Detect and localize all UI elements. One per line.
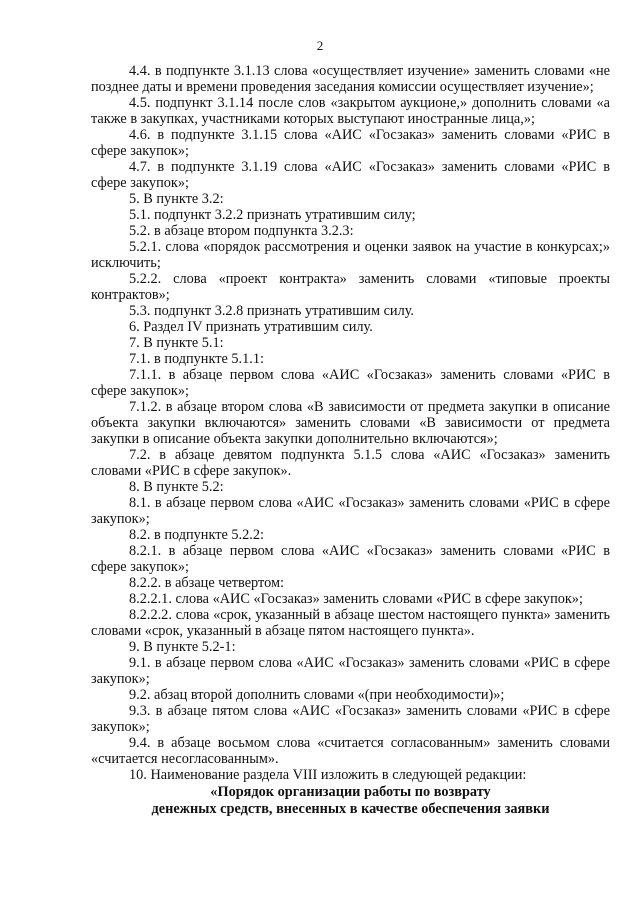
paragraph-7: 7. В пункте 5.1:: [129, 335, 224, 351]
paragraph-10: 10. Наименование раздела VIII изложить в следующей редакции:: [129, 767, 527, 783]
page-number: 2: [316, 38, 324, 53]
paragraph-4-7: 4.7. в подпункте 3.1.19 слова «АИС «Госзаказ» заменить словами «РИС в сфере закупок»;: [91, 159, 610, 191]
paragraph-5-1: 5.1. подпункт 3.2.2 признать утратившим силу;: [129, 207, 416, 223]
paragraph-9-2: 9.2. абзац второй дополнить словами «(при необходимости)»;: [129, 687, 505, 703]
paragraph-8-2-2: 8.2.2. в абзаце четвертом:: [129, 575, 284, 591]
paragraph-9-3: 9.3. в абзаце пятом слова «АИС «Госзаказ» заменить словами «РИС в сфере закупок»;: [91, 703, 610, 735]
paragraph-8-2: 8.2. в подпункте 5.2.2:: [129, 527, 264, 543]
paragraph-8: 8. В пункте 5.2:: [129, 479, 224, 495]
paragraph-8-1: 8.1. в абзаце первом слова «АИС «Госзаказ» заменить словами «РИС в сфере закупок»;: [91, 495, 610, 527]
paragraph-5: 5. В пункте 3.2:: [129, 191, 224, 207]
paragraph-8-2-2-1: 8.2.2.1. слова «АИС «Госзаказ» заменить словами «РИС в сфере закупок»;: [129, 591, 583, 607]
paragraph-5-2-2: 5.2.2. слова «проект контракта» заменить словами «типовые проекты контрактов»;: [91, 271, 610, 303]
paragraph-8-2-2-2: 8.2.2.2. слова «срок, указанный в абзаце шестом настоящего пункта» заменить словами «срок, указанный в абзаце пятом настоящего пункта».: [91, 607, 610, 639]
paragraph-9-4: 9.4. в абзаце восьмом слова «считается согласованным» заменить словами «считается несогласованным».: [91, 735, 610, 767]
paragraph-7-2: 7.2. в абзаце девятом подпункта 5.1.5 слова «АИС «Госзаказ» заменить словами «РИС в сфере закупок».: [91, 447, 610, 479]
paragraph-7-1-1: 7.1.1. в абзаце первом слова «АИС «Госзаказ» заменить словами «РИС в сфере закупок»;: [91, 367, 610, 399]
paragraph-5-2: 5.2. в абзаце втором подпункта 3.2.3:: [129, 223, 354, 239]
document-body: [91, 63, 610, 817]
paragraph-7-1: 7.1. в подпункте 5.1.1:: [129, 351, 264, 367]
paragraph-4-6: 4.6. в подпункте 3.1.15 слова «АИС «Госзаказ» заменить словами «РИС в сфере закупок»;: [91, 127, 610, 159]
paragraph-9: 9. В пункте 5.2-1:: [129, 639, 236, 655]
paragraph-4-5: 4.5. подпункт 3.1.14 после слов «закрытом аукционе,» дополнить словами «а также в закупках, участниками которых выступают иностранные лица,»;: [91, 95, 610, 127]
paragraph-5-2-1: 5.2.1. слова «порядок рассмотрения и оценки заявок на участие в конкурсах;» исключить;: [91, 239, 610, 271]
section-heading-line-2: денежных средств, внесенных в качестве обеспечения заявки: [151, 800, 550, 817]
paragraph-9-1: 9.1. в абзаце первом слова «АИС «Госзаказ» заменить словами «РИС в сфере закупок»;: [91, 655, 610, 687]
paragraph-8-2-1: 8.2.1. в абзаце первом слова «АИС «Госзаказ» заменить словами «РИС в сфере закупок»;: [91, 543, 610, 575]
paragraph-4-4: 4.4. в подпункте 3.1.13 слова «осуществляет изучение» заменить словами «не позднее даты и времени проведения заседания комиссии осуществляет изучение»;: [91, 63, 610, 95]
paragraph-6: 6. Раздел IV признать утратившим силу.: [129, 319, 373, 335]
section-heading-line-1: «Порядок организации работы по возврату: [210, 784, 491, 800]
paragraph-7-1-2: 7.1.2. в абзаце втором слова «В зависимости от предмета закупки в описание объекта закупки включаются» заменить словами «В зависимости от предмета закупки в описание объекта закупки дополнительно включаются»;: [91, 399, 610, 447]
paragraph-5-3: 5.3. подпункт 3.2.8 признать утратившим силу.: [129, 303, 414, 319]
